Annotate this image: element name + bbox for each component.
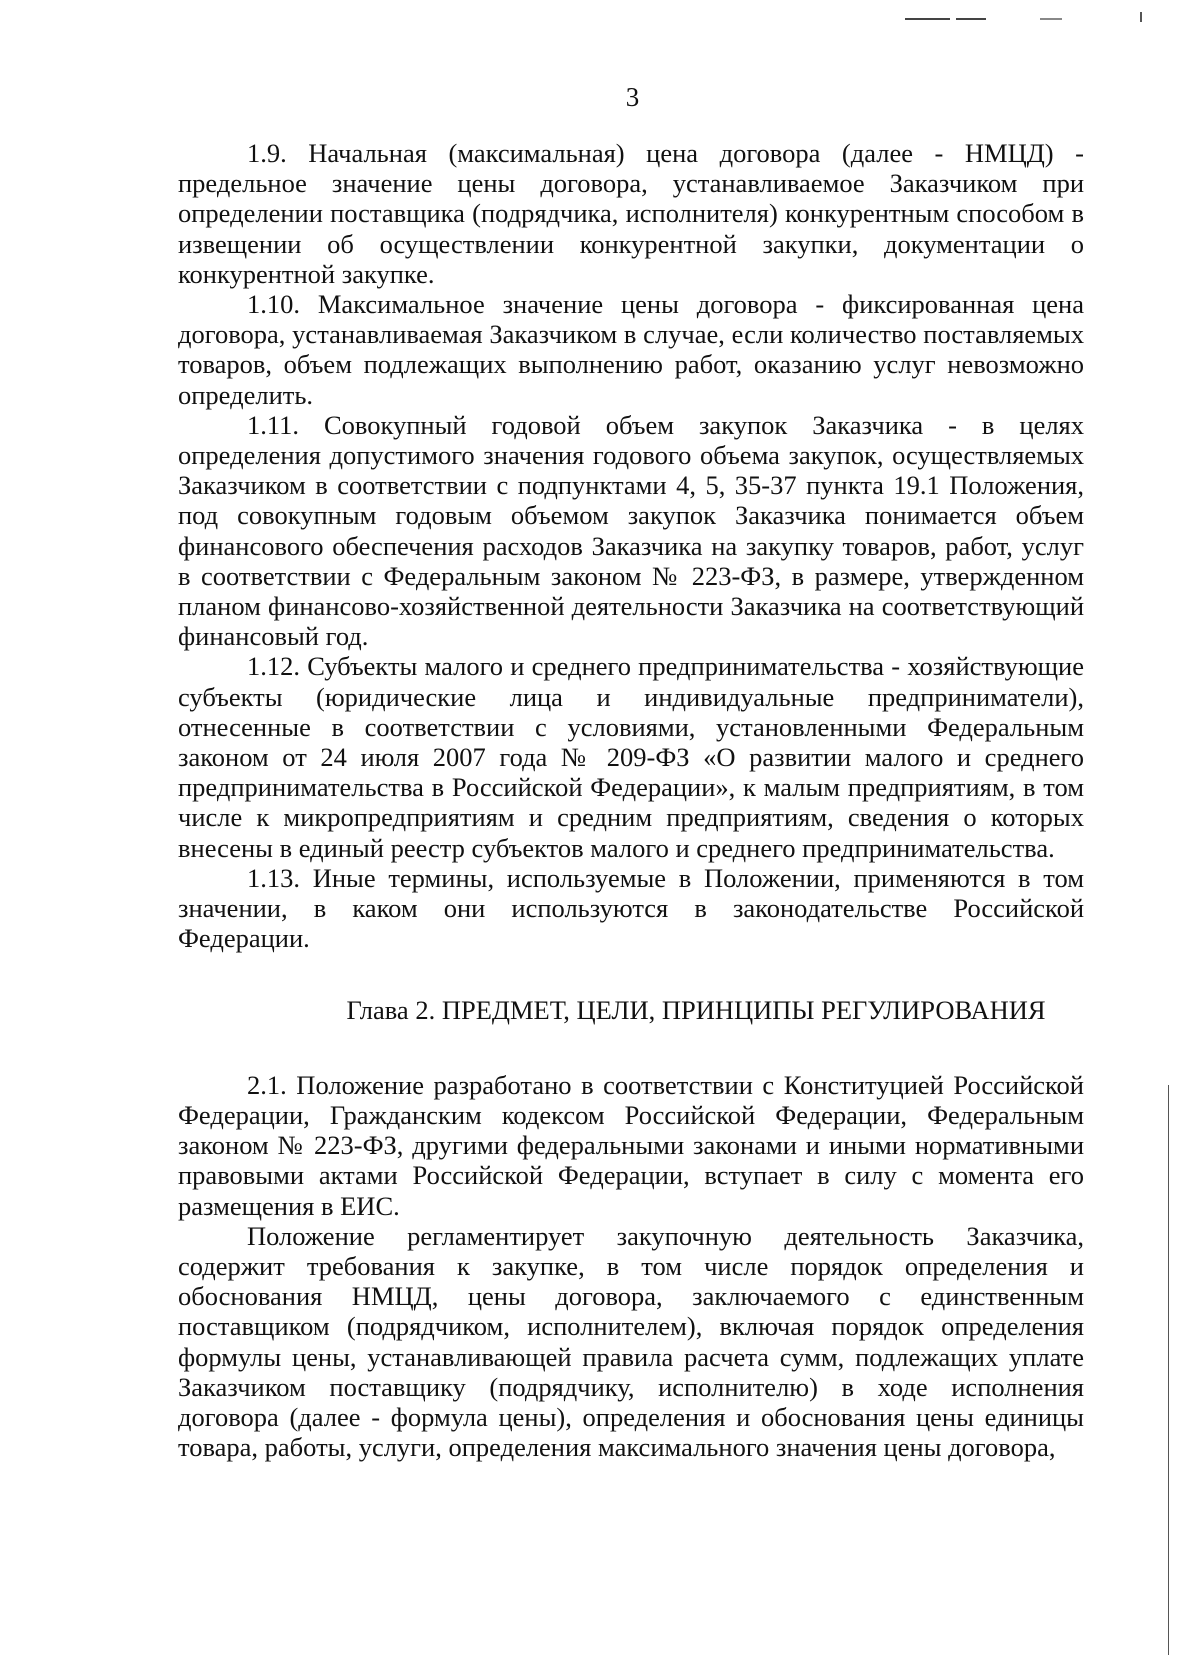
scan-artifact	[956, 18, 986, 20]
paragraph-1-12: 1.12. Субъекты малого и среднего предпринимательства - хозяйствующие субъекты (юридические лица и индивидуальные предприниматели), отнесенные в соответствии с условиями, установленными Федеральным законом от 24 июля 2007 года № 209-ФЗ «О развитии малого и среднего предпринимательства в Российской Федерации», к малым предприятиям, в том числе к микропредприятиям и средним предприятиям, сведения о которых внесены в единый реестр субъектов малого и среднего предпринимательства.	[178, 651, 1084, 863]
paragraph-1-10: 1.10. Максимальное значение цены договора - фиксированная цена договора, устанавливаемая Заказчиком в случае, если количество поставляемых товаров, объем подлежащих выполнению работ, оказанию услуг невозможно определить.	[178, 289, 1084, 410]
scan-artifact	[905, 18, 950, 20]
scan-artifact	[1140, 12, 1142, 22]
scan-artifact	[1040, 18, 1062, 20]
paragraph-1-11: 1.11. Совокупный годовой объем закупок Заказчика - в целях определения допустимого значения годового объема закупок, осуществляемых Заказчиком в соответствии с подпунктами 4, 5, 35-37 пункта 19.1 Положения, под совокупным годовым объемом закупок Заказчика понимается объем финансового обеспечения расходов Заказчика на закупку товаров, работ, услуг в соответствии с Федеральным законом № 223-ФЗ, в размере, утвержденном планом финансово-хозяйственной деятельности Заказчика на соответствующий финансовый год.	[178, 409, 1084, 652]
paragraph-1-13: 1.13. Иные термины, используемые в Положении, применяются в том значении, в каком они используются в законодательстве Российской Федерации.	[178, 862, 1084, 954]
page-number: 3	[625, 82, 640, 112]
paragraph-1-9: 1.9. Начальная (максимальная) цена договора (далее - НМЦД) - предельное значение цены договора, устанавливаемое Заказчиком при определении поставщика (подрядчика, исполнителя) конкурентным способом в извещении об осуществлении конкурентной закупки, документации о конкурентной закупке.	[178, 138, 1084, 289]
scan-artifact	[1168, 1085, 1169, 1655]
document-body	[178, 138, 1084, 1462]
paragraph-regulation: Положение регламентирует закупочную деятельность Заказчика, содержит требования к закупке, в том числе порядок определения и обоснования НМЦД, цены договора, заключаемого с единственным поставщиком (подрядчиком, исполнителем), включая порядок определения формулы цены, устанавливающей правила расчета сумм, подлежащих уплате Заказчиком поставщику (подрядчику, исполнителю) в ходе исполнения договора (далее - формула цены), определения и обоснования цены единицы товара, работы, услуги, определения максимального значения цены договора,	[178, 1220, 1084, 1463]
paragraph-2-1: 2.1. Положение разработано в соответствии с Конституцией Российской Федерации, Гражданским кодексом Российской Федерации, Федеральным законом № 223-ФЗ, другими федеральными законами и иными нормативными правовыми актами Российской Федерации, вступает в силу с момента его размещения в ЕИС.	[178, 1069, 1084, 1221]
chapter-heading: Глава 2. ПРЕДМЕТ, ЦЕЛИ, ПРИНЦИПЫ РЕГУЛИРОВАНИЯ	[346, 995, 1046, 1026]
